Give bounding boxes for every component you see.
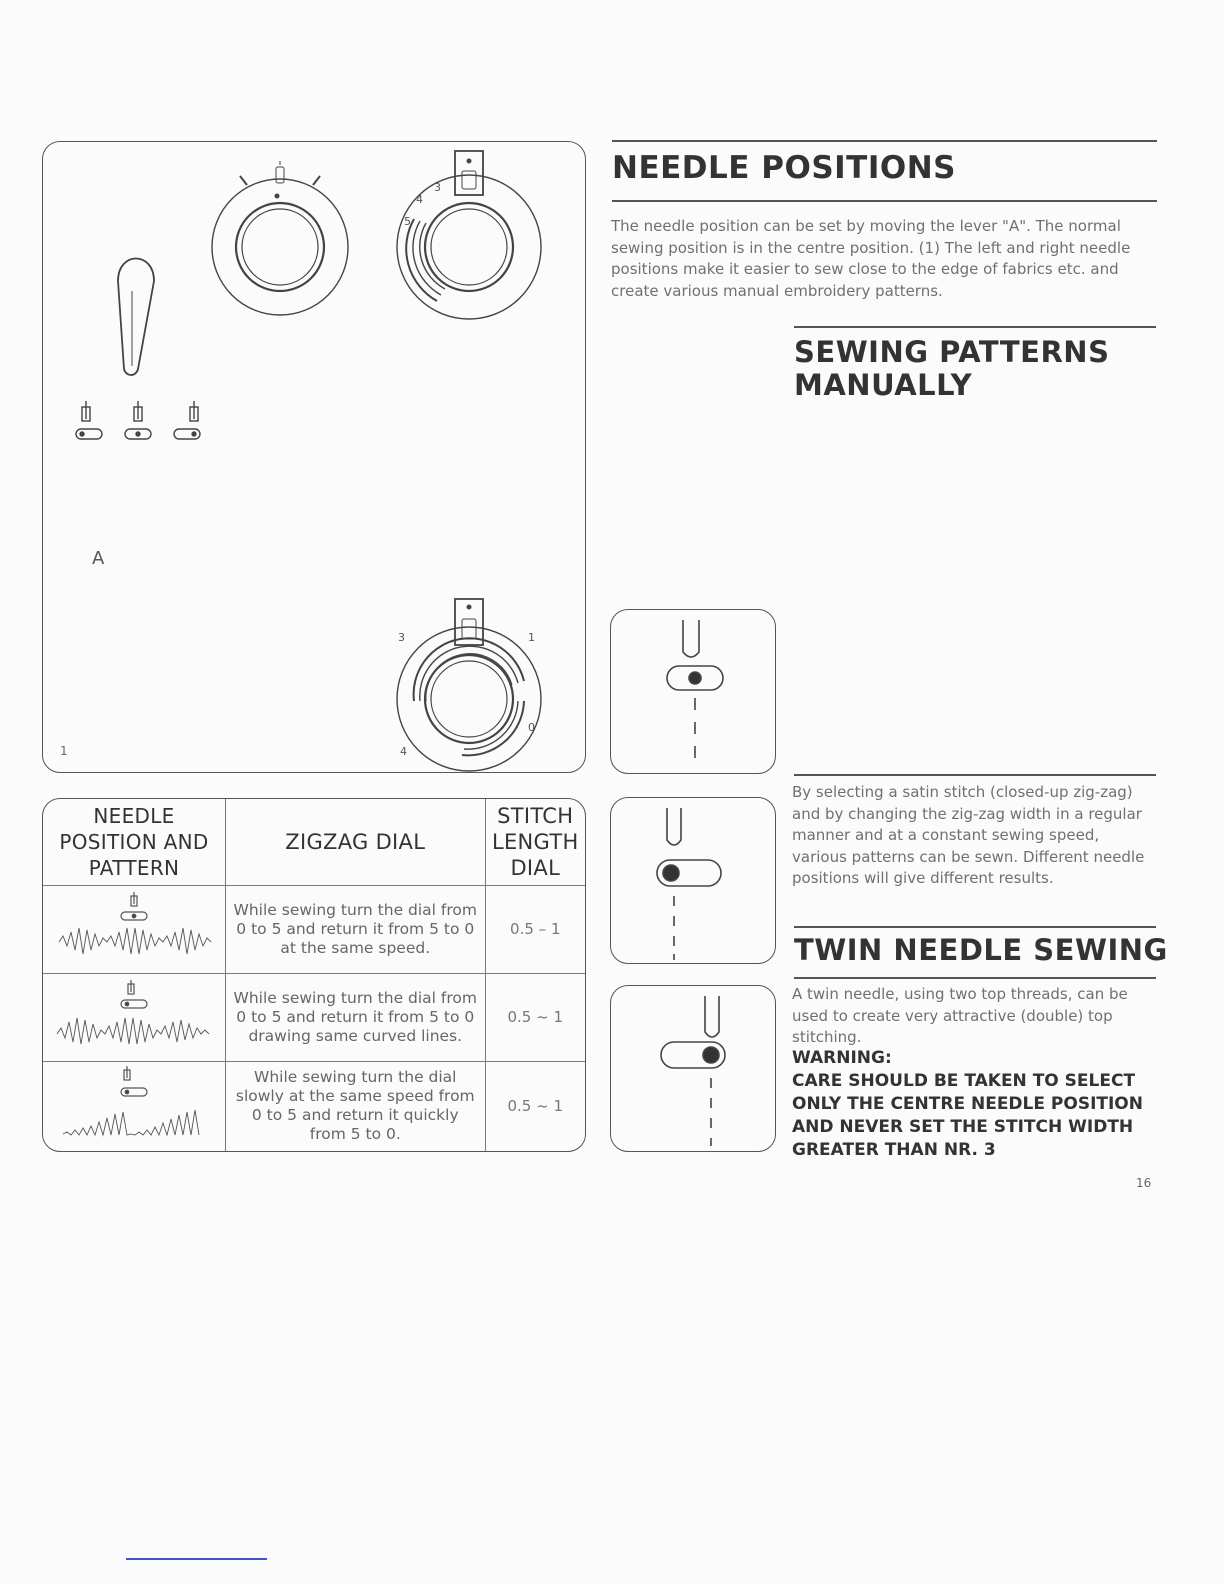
- needle-position-icons: [76, 401, 200, 439]
- svg-text:5: 5: [404, 215, 411, 228]
- scallop-pattern-icon: [49, 976, 219, 1054]
- needle-left-icon: [611, 798, 777, 965]
- wave-pattern-icon: [49, 888, 219, 966]
- top-rule: [612, 140, 1157, 142]
- svg-text:0: 0: [528, 721, 535, 734]
- needle-right-diagram: [610, 985, 776, 1152]
- header-needle-position: NEEDLE POSITION AND PATTERN: [43, 799, 226, 885]
- needle-center-icon: [611, 610, 777, 775]
- svg-text:1: 1: [528, 631, 535, 644]
- sewing-patterns-title-line1: SEWING PATTERNS: [794, 335, 1110, 369]
- header-zigzag-dial: ZIGZAG DIAL: [226, 799, 486, 885]
- stitch-length-value: 0.5 ~ 1: [485, 973, 585, 1061]
- needle-left-diagram: [610, 797, 776, 964]
- stitch-length-value: 0.5 ~ 1: [485, 1061, 585, 1151]
- zigzag-instruction: While sewing turn the dial from 0 to 5 and return it from 5 to 0 drawing same curved lines.: [226, 973, 486, 1061]
- svg-text:4: 4: [400, 745, 407, 758]
- needle-right-icon: [611, 986, 777, 1153]
- heading-rule: [612, 200, 1157, 202]
- warning-text: CARE SHOULD BE TAKEN TO SELECT ONLY THE CENTRE NEEDLE POSITION AND NEVER SET THE STITCH WIDTH GREATER THAN NR. 3: [792, 1071, 1143, 1160]
- sewing-patterns-heading-rule: [794, 774, 1156, 776]
- lever-a: [118, 259, 154, 376]
- zigzag-dial: [397, 151, 541, 319]
- twin-needle-body: A twin needle, using two top threads, can be used to create very attractive (double) top stitching.: [792, 985, 1128, 1046]
- stitch-length-dial: [397, 599, 541, 771]
- twin-needle-heading: TWIN NEEDLE SEWING: [794, 933, 1168, 967]
- warning-label: WARNING:: [792, 1048, 892, 1068]
- svg-text:3: 3: [434, 181, 441, 194]
- svg-text:4: 4: [416, 193, 423, 206]
- needle-position-dial: [212, 161, 348, 315]
- sewing-patterns-rule: [794, 326, 1156, 328]
- page-number: 16: [1136, 1176, 1152, 1190]
- twin-needle-rule: [794, 926, 1156, 928]
- pattern-illustration: [43, 973, 226, 1061]
- table-row: [43, 973, 585, 1061]
- machine-controls-illustration: [42, 141, 586, 774]
- sewing-patterns-title-line2: MANUALLY: [794, 368, 973, 402]
- svg-text:3: 3: [398, 631, 405, 644]
- needle-positions-heading: NEEDLE POSITIONS: [612, 150, 956, 186]
- needle-positions-body: The needle position can be set by moving the lever "A". The normal sewing position is in the centre position. (1) The left and right needle positions make it easier to sew close to the edge of fabrics etc. and create various manual embroidery patterns.: [611, 217, 1131, 300]
- figure-number: 1: [60, 744, 68, 758]
- table-row: [43, 885, 585, 973]
- sewing-patterns-heading: [794, 336, 1109, 402]
- bottom-link-rule: [126, 1558, 267, 1560]
- header-stitch-length: STITCH LENGTH DIAL: [485, 799, 585, 885]
- sawtooth-pattern-icon: [49, 1064, 219, 1144]
- needle-center-diagram: [610, 609, 776, 774]
- pattern-illustration: [43, 1061, 226, 1151]
- stitch-pattern-table: [42, 798, 586, 1152]
- sewing-patterns-body: By selecting a satin stitch (closed-up zig-zag) and by changing the zig-zag width in a regular manner and at a constant sewing speed, various patterns can be sewn. Different needle positions will give different results.: [792, 783, 1145, 887]
- stitch-length-value: 0.5 – 1: [485, 885, 585, 973]
- zigzag-instruction: While sewing turn the dial from 0 to 5 and return it from 5 to 0 at the same speed.: [226, 885, 486, 973]
- table-row: [43, 1061, 585, 1151]
- lever-a-label: A: [92, 548, 105, 569]
- twin-needle-heading-rule: [794, 977, 1156, 979]
- zigzag-instruction: While sewing turn the dial slowly at the same speed from 0 to 5 and return it quickly from 5 to 0.: [226, 1061, 486, 1151]
- pattern-illustration: [43, 885, 226, 973]
